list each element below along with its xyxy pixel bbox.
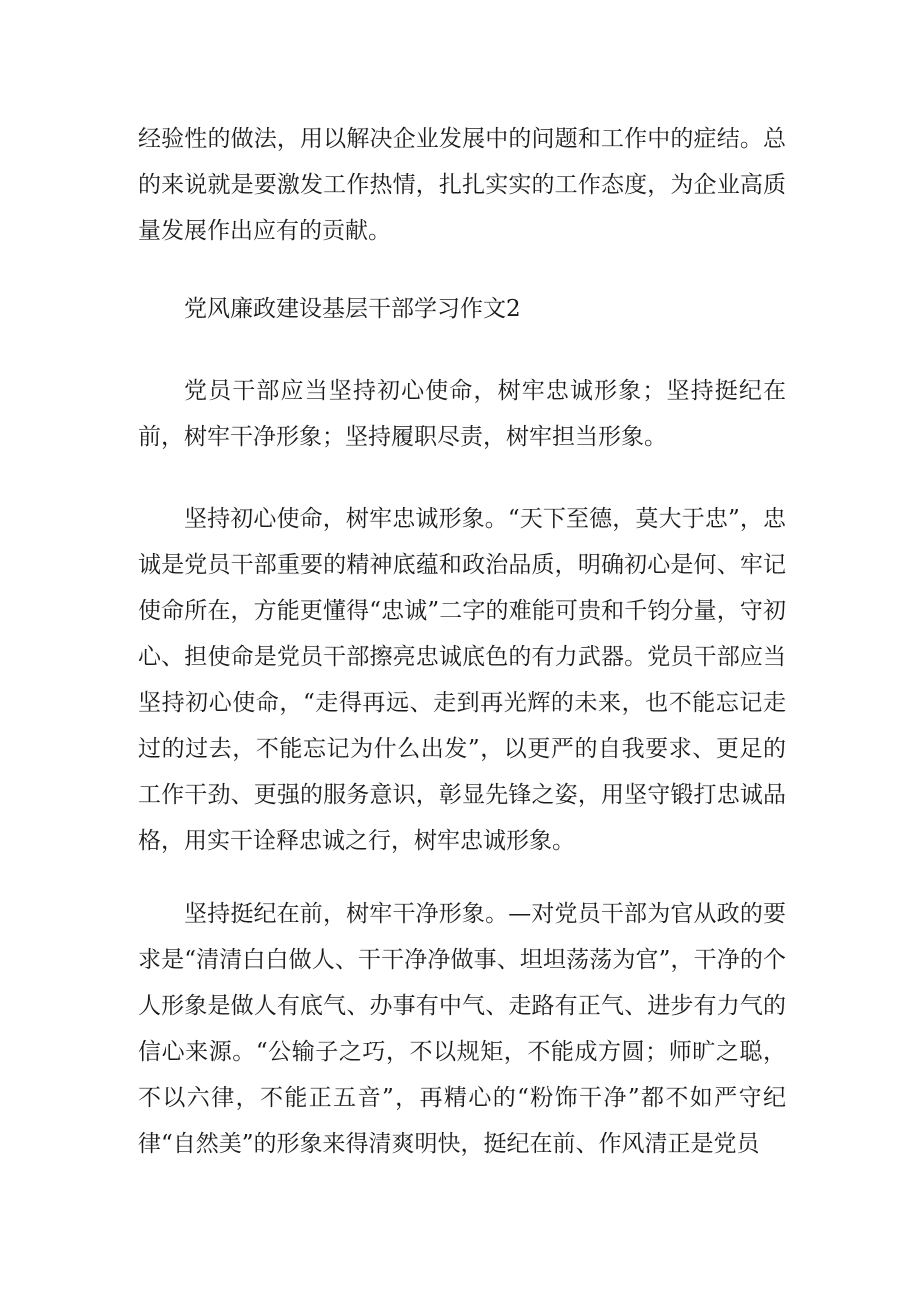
paragraph-continuation: 经验性的做法，用以解决企业发展中的问题和工作中的症结。总的来说就是要激发工作热情，扎扎实实的工作态度，为企业高质量发展作出应有的贡献。 — [138, 126, 786, 244]
paragraph-intro: 党员干部应当坚持初心使命，树牢忠诚形象；坚持挺纪在前，树牢干净形象；坚持履职尽责，树牢担当形象。 — [138, 378, 786, 450]
paragraph-integrity: 坚持挺纪在前，树牢干净形象。—对党员干部为官从政的要求是“清清白白做人、干干净净做事、坦坦荡荡为官”，干净的个人形象是做人有底气、办事有中气、走路有正气、进步有力气的信心来源。“公输子之巧，不以规矩，不能成方圆；师旷之聪，不以六律，不能正五音”，再精心的“粉饰干净”都不如严守纪律“自然美”的形象来得清爽明快，挺纪在前、作风清正是党员 — [138, 901, 786, 1157]
paragraph-loyalty: 坚持初心使命，树牢忠诚形象。“天下至德，莫大于忠”，忠诚是党员干部重要的精神底蕴和政治品质，明确初心是何、牢记使命所在，方能更懂得“忠诚”二字的难能可贵和千钧分量，守初心、担使命是党员干部擦亮忠诚底色的有力武器。党员干部应当坚持初心使命，“走得再远、走到再光辉的未来，也不能忘记走过的过去，不能忘记为什么出发”，以更严的自我要求、更足的工作干劲、更强的服务意识，彰显先锋之姿，用坚守锻打忠诚品格，用实干诠释忠诚之行，树牢忠诚形象。 — [138, 506, 786, 854]
section-heading: 党风廉政建设基层干部学习作文2 — [184, 296, 521, 322]
